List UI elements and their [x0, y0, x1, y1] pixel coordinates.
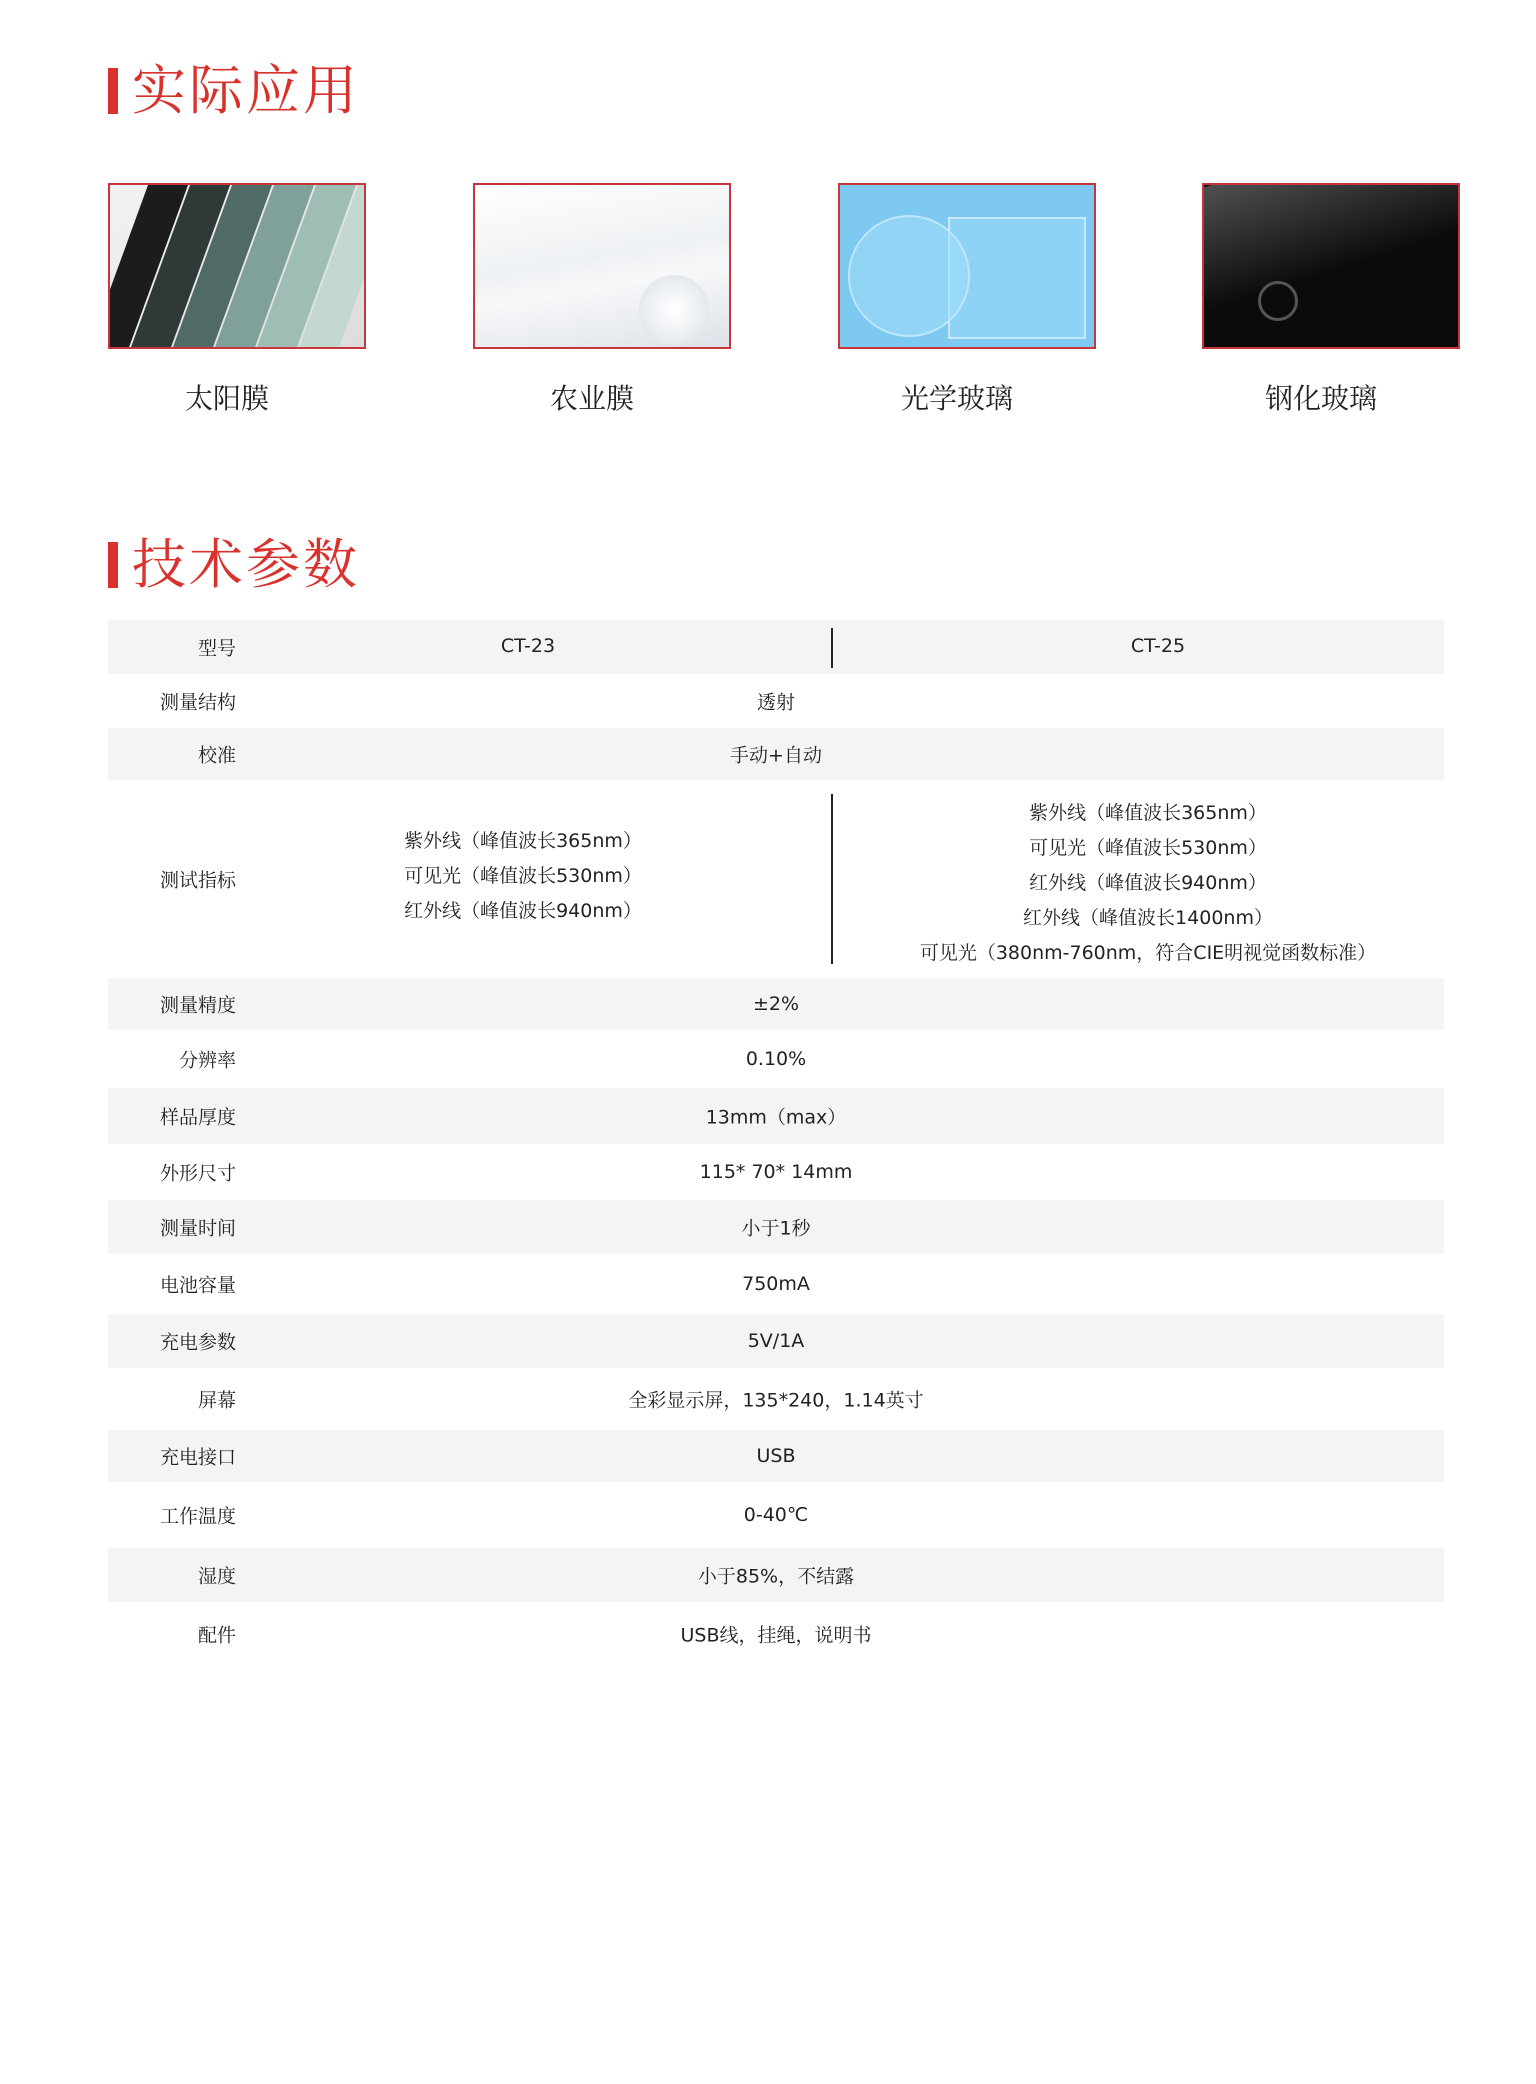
solar-film-image	[108, 183, 366, 349]
test-item: 紫外线（峰值波长365nm）	[404, 830, 642, 852]
spec-value: 手动+自动	[730, 744, 822, 767]
spec-value: 透射	[756, 691, 795, 714]
application-item-optical-glass	[838, 183, 1098, 417]
test-list-ct23	[338, 824, 708, 929]
tempered-glass-image	[1202, 183, 1460, 349]
applications-title: 实际应用	[132, 59, 360, 122]
spec-row-calibration	[108, 728, 1444, 780]
spec-value: USB线，挂绳，说明书	[680, 1624, 872, 1647]
spec-row-humidity	[108, 1548, 1444, 1602]
glass-disc-shape	[848, 215, 970, 337]
spec-row-battery	[108, 1254, 1444, 1314]
spec-key: 外形尺寸	[159, 1162, 236, 1185]
application-item-solar-film	[108, 183, 368, 417]
test-item: 可见光（峰值波长530nm）	[1029, 837, 1267, 859]
test-list-ct25	[868, 796, 1428, 971]
spec-key: 屏幕	[197, 1389, 236, 1412]
application-label: 农业膜	[549, 382, 634, 415]
spec-value: 小于85%，不结露	[697, 1565, 855, 1588]
spec-value: 0-40℃	[743, 1504, 809, 1526]
specs-title: 技术参数	[132, 533, 360, 596]
spec-key: 测量精度	[159, 994, 236, 1017]
model-ct25: CT-25	[1130, 635, 1186, 657]
spec-value: ±2%	[752, 993, 800, 1015]
spec-key: 测量时间	[159, 1217, 236, 1240]
glass-sheen-shape	[1202, 183, 1460, 312]
heading-accent-bar	[108, 542, 118, 588]
heading-accent-bar	[108, 68, 118, 114]
spec-key: 样品厚度	[159, 1106, 236, 1129]
spec-row-precision	[108, 978, 1444, 1030]
spec-value: 750mA	[742, 1273, 810, 1295]
application-label: 钢化玻璃	[1264, 382, 1377, 415]
spec-table	[108, 620, 1444, 1666]
spec-row-port	[108, 1430, 1444, 1482]
camera-hole-shape	[1258, 281, 1298, 321]
spec-row-thickness	[108, 1088, 1444, 1144]
spec-value: 5V/1A	[747, 1330, 805, 1352]
spec-row-model	[108, 620, 1444, 674]
spec-row-structure	[108, 674, 1444, 728]
spec-key: 测试指标	[159, 869, 236, 892]
applications-heading	[108, 59, 360, 122]
application-label: 光学玻璃	[900, 382, 1013, 415]
spec-key: 工作温度	[159, 1505, 236, 1528]
spec-key: 充电参数	[159, 1331, 236, 1354]
application-item-agricultural-film	[473, 183, 733, 417]
application-item-tempered-glass	[1202, 183, 1462, 417]
test-item: 可见光（380nm-760nm，符合CIE明视觉函数标准）	[919, 942, 1377, 964]
model-ct23: CT-23	[500, 635, 556, 657]
spec-key: 电池容量	[159, 1274, 236, 1297]
test-item: 红外线（峰值波长1400nm）	[1023, 907, 1273, 929]
application-label: 太阳膜	[184, 382, 269, 415]
spec-row-temperature	[108, 1482, 1444, 1548]
spec-value: 全彩显示屏，135*240，1.14英寸	[628, 1389, 924, 1412]
column-divider	[831, 794, 833, 964]
spec-row-screen	[108, 1368, 1444, 1430]
test-item: 红外线（峰值波长940nm）	[404, 900, 642, 922]
spec-row-time	[108, 1200, 1444, 1254]
specs-heading	[108, 533, 360, 596]
spec-key: 型号	[197, 637, 236, 660]
spec-key: 测量结构	[159, 691, 236, 714]
spec-key: 充电接口	[159, 1446, 236, 1469]
applications-gallery	[108, 183, 1462, 423]
spec-key: 湿度	[197, 1565, 236, 1588]
film-roll-shape	[639, 275, 709, 345]
spec-row-dimensions	[108, 1144, 1444, 1200]
spec-row-charging	[108, 1314, 1444, 1368]
spec-row-accessories	[108, 1602, 1444, 1666]
test-item: 红外线（峰值波长940nm）	[1029, 872, 1267, 894]
spec-key: 配件	[197, 1624, 236, 1647]
column-divider	[831, 628, 833, 668]
spec-value: 0.10%	[745, 1048, 807, 1070]
spec-key: 校准	[197, 744, 236, 767]
test-item: 紫外线（峰值波长365nm）	[1029, 802, 1267, 824]
spec-value: 小于1秒	[741, 1217, 811, 1240]
agricultural-film-image	[473, 183, 731, 349]
spec-key: 分辨率	[178, 1049, 236, 1072]
test-item: 可见光（峰值波长530nm）	[404, 865, 642, 887]
spec-row-resolution	[108, 1030, 1444, 1088]
optical-glass-image	[838, 183, 1096, 349]
spec-value: 13mm（max）	[705, 1106, 847, 1129]
spec-value: 115* 70* 14mm	[699, 1161, 853, 1183]
spec-value: USB	[756, 1445, 796, 1467]
spec-row-test-indicators	[108, 780, 1444, 978]
